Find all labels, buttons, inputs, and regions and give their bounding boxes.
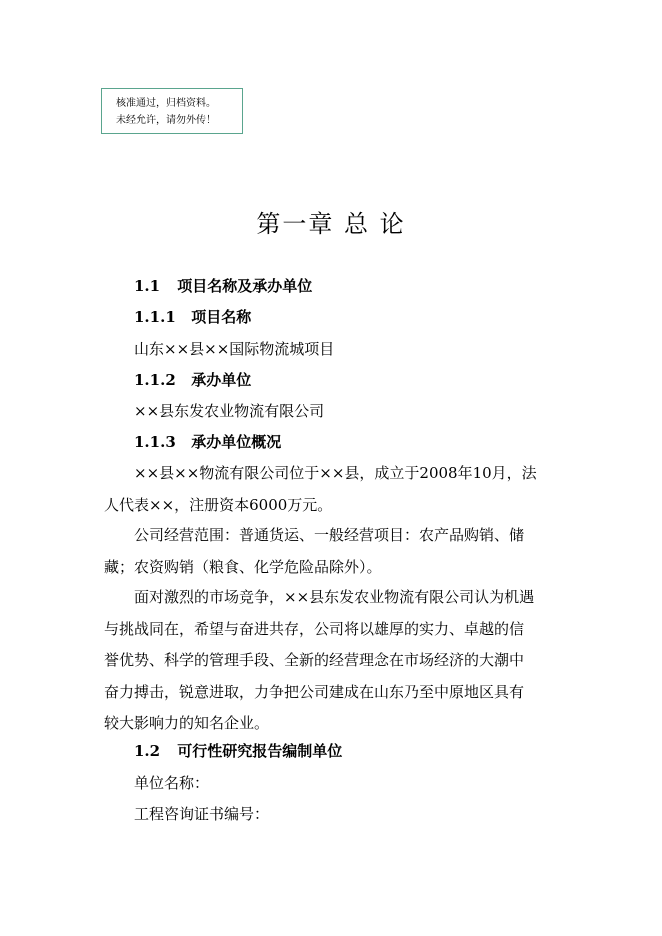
- section-title: 承办单位: [191, 371, 252, 389]
- unit-name-label: 单位名称：: [134, 774, 210, 792]
- certificate-number-label: 工程咨询证书编号：: [134, 805, 270, 823]
- section-1-1-2-heading: [134, 369, 251, 390]
- section-number: 1.1.1: [134, 308, 176, 326]
- section-1-2-heading: [134, 740, 342, 761]
- unit-name-text: ××县东发农业物流有限公司: [134, 402, 325, 420]
- paragraph-line: 较大影响力的知名企业。: [104, 714, 270, 732]
- overview-paragraph-3: [104, 582, 570, 740]
- section-title: 可行性研究报告编制单位: [177, 742, 343, 760]
- paragraph-line: 誉优势、科学的管理手段、全新的经营理念在市场经济的大潮中: [104, 651, 525, 669]
- section-1-1-3-heading: [134, 431, 281, 452]
- paragraph-line: ××县××物流有限公司位于××县，成立于2008年10月，法: [134, 464, 537, 482]
- paragraph-line: 与挑战同在，希望与奋进共存，公司将以雄厚的实力、卓越的信: [104, 619, 525, 638]
- section-1-1-1-heading: [134, 306, 251, 327]
- project-name-text: 山东××县××国际物流城项目: [134, 340, 335, 358]
- paragraph-line: 人代表××，注册资本6000万元。: [104, 495, 333, 514]
- section-number: 1.2: [134, 742, 161, 760]
- section-number: 1.1.3: [134, 433, 176, 451]
- paragraph-line: 奋力搏击，锐意进取，力争把公司建成在山东乃至中原地区具有: [104, 682, 525, 701]
- overview-paragraph-2: [104, 520, 570, 583]
- section-number: 1.1: [134, 277, 161, 295]
- chapter-title: 第一章 总 论: [256, 210, 406, 238]
- approval-stamp: [101, 88, 243, 134]
- section-1-1-heading: [134, 275, 312, 296]
- stamp-line-2: 未经允许，请勿外传！: [116, 115, 216, 126]
- overview-paragraph-1: [104, 458, 570, 521]
- section-title: 项目名称及承办单位: [177, 277, 313, 295]
- section-title: 项目名称: [191, 308, 252, 326]
- section-number: 1.1.2: [134, 371, 176, 389]
- paragraph-line: 面对激烈的市场竞争，××县东发农业物流有限公司认为机遇: [134, 588, 535, 606]
- paragraph-line: 公司经营范围：普通货运、一般经营项目：农产品购销、储: [134, 526, 525, 544]
- stamp-line-1: 核准通过，归档资料。: [116, 98, 216, 109]
- section-title: 承办单位概况: [191, 433, 282, 451]
- paragraph-line: 藏；农资购销（粮食、化学危险品除外）。: [104, 557, 382, 576]
